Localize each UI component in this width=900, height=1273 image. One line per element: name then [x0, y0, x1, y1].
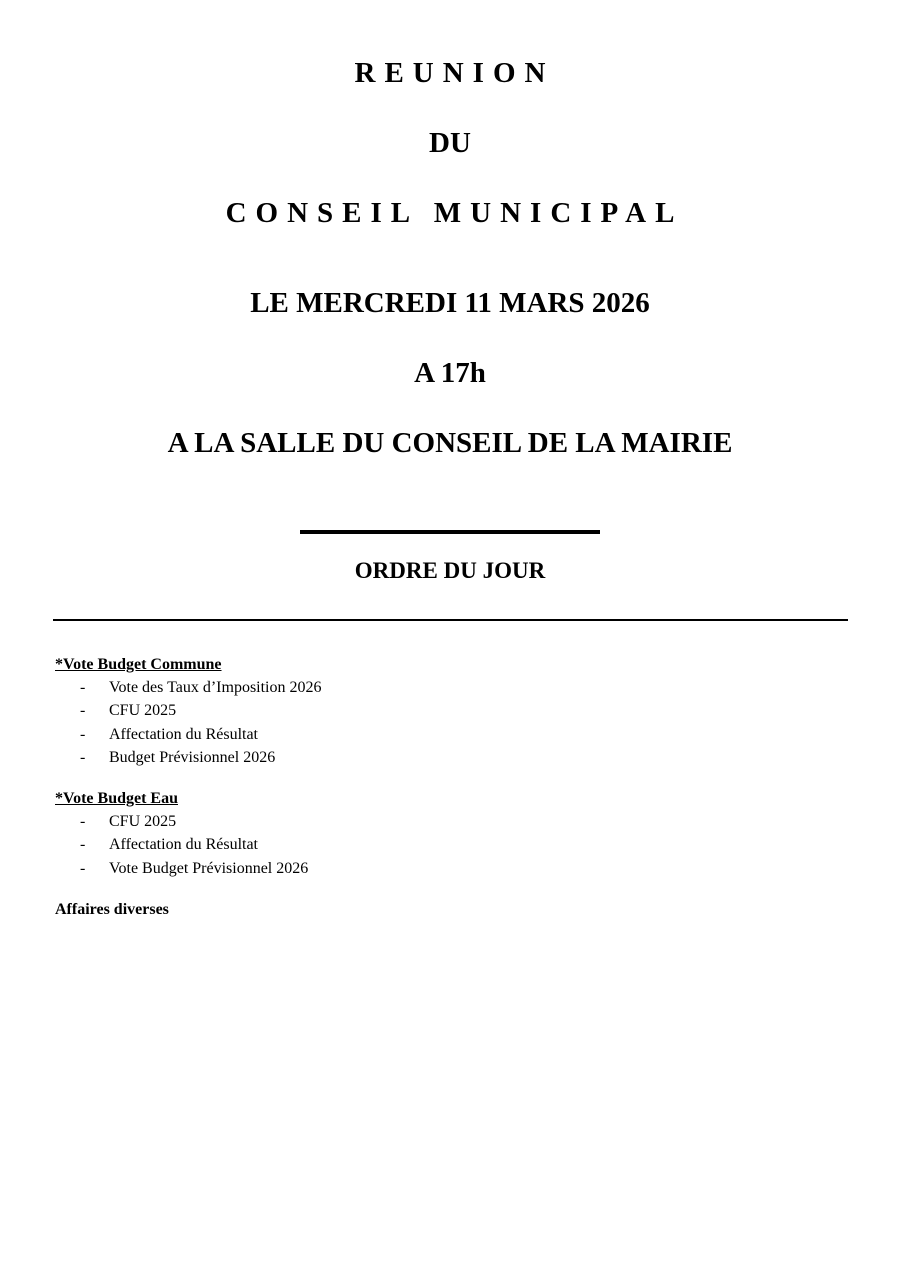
dash-bullet: - [80, 679, 86, 696]
list-item-text: Budget Prévisionnel 2026 [109, 748, 276, 766]
heading-du: DU [429, 127, 471, 159]
list-item-text: CFU 2025 [109, 813, 177, 830]
heading-reunion: REUNION [354, 57, 555, 89]
section-title-budget-commune: *Vote Budget Commune [55, 656, 222, 673]
agenda-title: ORDRE DU JOUR [354, 558, 546, 583]
short-divider [300, 530, 600, 534]
list-item-text: Vote Budget Prévisionnel 2026 [109, 859, 309, 877]
list-item-text: Affectation du Résultat [109, 725, 258, 743]
long-divider [53, 619, 848, 621]
dash-bullet: - [80, 725, 86, 743]
dash-bullet: - [80, 836, 86, 854]
heading-conseil-municipal: CONSEIL MUNICIPAL [225, 197, 684, 229]
dash-bullet: - [80, 859, 86, 877]
section-title-budget-eau: *Vote Budget Eau [55, 790, 178, 807]
list-item-text: CFU 2025 [109, 702, 177, 720]
dash-bullet: - [80, 702, 86, 720]
meeting-date: LE MERCREDI 11 MARS 2026 [250, 287, 650, 319]
meeting-time: A 17h [414, 357, 486, 389]
list-item-text: Affectation du Résultat [109, 836, 258, 854]
dash-bullet: - [80, 813, 86, 830]
misc-affairs: Affaires diverses [55, 901, 169, 918]
list-item-text: Vote des Taux d’Imposition 2026 [109, 679, 322, 696]
meeting-place: A LA SALLE DU CONSEIL DE LA MAIRIE [167, 427, 733, 459]
dash-bullet: - [80, 748, 86, 766]
